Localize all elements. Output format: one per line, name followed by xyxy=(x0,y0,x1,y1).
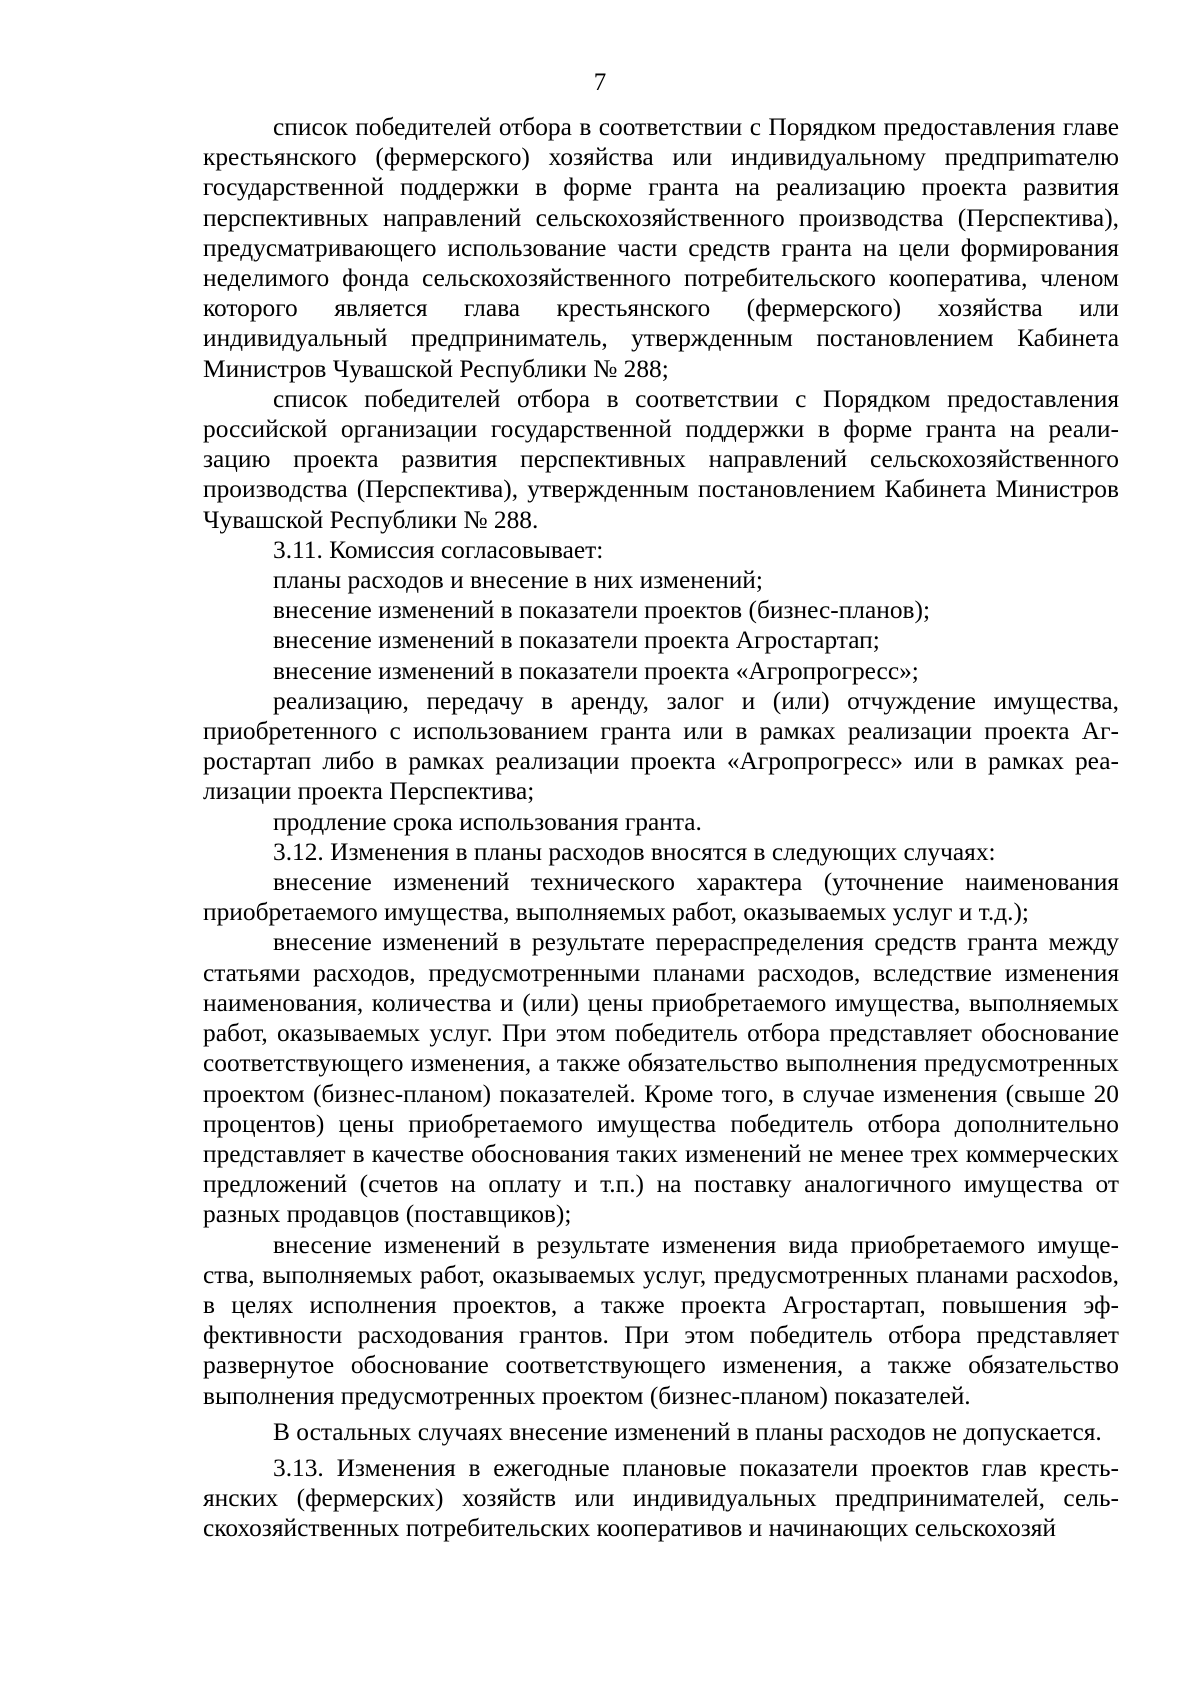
paragraph-3-11-item-agrostartap: внесение изменений в показатели проекта Агростартап; xyxy=(273,626,880,655)
paragraph-3-13: 3.13. Изменения в ежегодные плановые показатели проектов глав крестьянских (фермерских) хозяйств или индивидуальных предпринимателей, сельскохозяйственных потребительских кооперативов и начинающих сельскохозяй xyxy=(203,1453,1119,1543)
paragraph-3-11-item-plans: планы расходов и внесение в них изменений; xyxy=(273,566,763,595)
paragraph-list-winners-organizations: список победителей отбора в соответствии с Порядком предоставления российской организации государственной поддержки в форме гранта на реализацию проекта развития перспективных направлений сельскохозяйственного производства (Перспектива), утвержденным постановлением Кабинета Министров Чувашской Республики № 288. xyxy=(203,384,1119,534)
paragraph-3-12-other-cases: В остальных случаях внесение изменений в планы расходов не допускается. xyxy=(273,1417,1102,1446)
paragraph-3-12-technical: внесение изменений технического характера (уточнение наименования приобретаемого имущества, выполняемых работ, оказываемых услуг и т.д.); xyxy=(203,868,1119,927)
paragraph-3-11-item-extension: продление срока использования гранта. xyxy=(273,807,702,836)
paragraph-3-11-item-agroprogress: внесение изменений в показатели проекта «Агропрогресс»; xyxy=(273,656,919,685)
paragraph-3-12-type-change: внесение изменений в результате изменения вида приобретаемого имущества, выполняемых работ, оказываемых услуг, предусмотренных планами расхоdов, в целях исполнения проектов, а также проекта Агростартап, повышения эффективности расходования грантов. При этом победитель отбора представляет развернутое обоснование соответствующего изменения, а также обязательство выполнения предусмотренных проектом (бизнес-планом) показателей. xyxy=(203,1230,1119,1410)
paragraph-3-12-redistribution: внесение изменений в результате перераспределения средств гранта между статьями расходов, предусмотренными планами расходов, вследствие изменения наименования, количества и (или) цены приобретаемого имущества, выполняемых работ, оказываемых услуг. При этом победитель отбора представляет обоснование соответствующего изменения, а также обязательство выполнения предусмотренных проектом (бизнес-планом) показателей. Кроме того, в случае изменения (свыше 20 процентов) цены приобретаемого имущества победитель отбора дополнительно представляет в качестве обоснования таких изменений не менее трех коммерческих предложений (счетов на оплату и т.п.) на поставку аналогичного имущества от разных продавцов (поставщиков); xyxy=(203,928,1119,1229)
page-number: 7 xyxy=(593,69,607,96)
paragraph-3-11-heading: 3.11. Комиссия согласовывает: xyxy=(273,535,604,564)
paragraph-3-12-heading: 3.12. Изменения в планы расходов вносятся в следующих случаях: xyxy=(273,837,996,866)
paragraph-3-11-item-project-indicators: внесение изменений в показатели проектов (бизнес-планов); xyxy=(273,596,931,625)
paragraph-list-winners-farmers: список победителей отбора в соответствии с Порядком предоставления главе крестьянского (фермерского) хозяйства или индивидуальному предприmателю государственной поддержки в форме гранта на реализацию проекта развития перспективных направлений сельскохозяйственного производства (Перспектива), предусматривающего использование части средств гранта на цели формирования неделимого фонда сельскохозяйственного потребительского кооператива, членом которого является глава крестьянского (фермерского) хозяйства или индивидуальный предприниматель, утвержденным постановлением Кабинета Министров Чувашской Республики № 288; xyxy=(203,113,1119,383)
document-body xyxy=(203,112,1119,1544)
paragraph-3-11-item-property: реализацию, передачу в аренду, залог и (или) отчуждение имущества, приобретенного с использованием гранта или в рамках реализации проекта Агростартап либо в рамках реализации проекта «Агропрогресс» или в рамках реализации проекта Перспектива; xyxy=(203,686,1119,806)
